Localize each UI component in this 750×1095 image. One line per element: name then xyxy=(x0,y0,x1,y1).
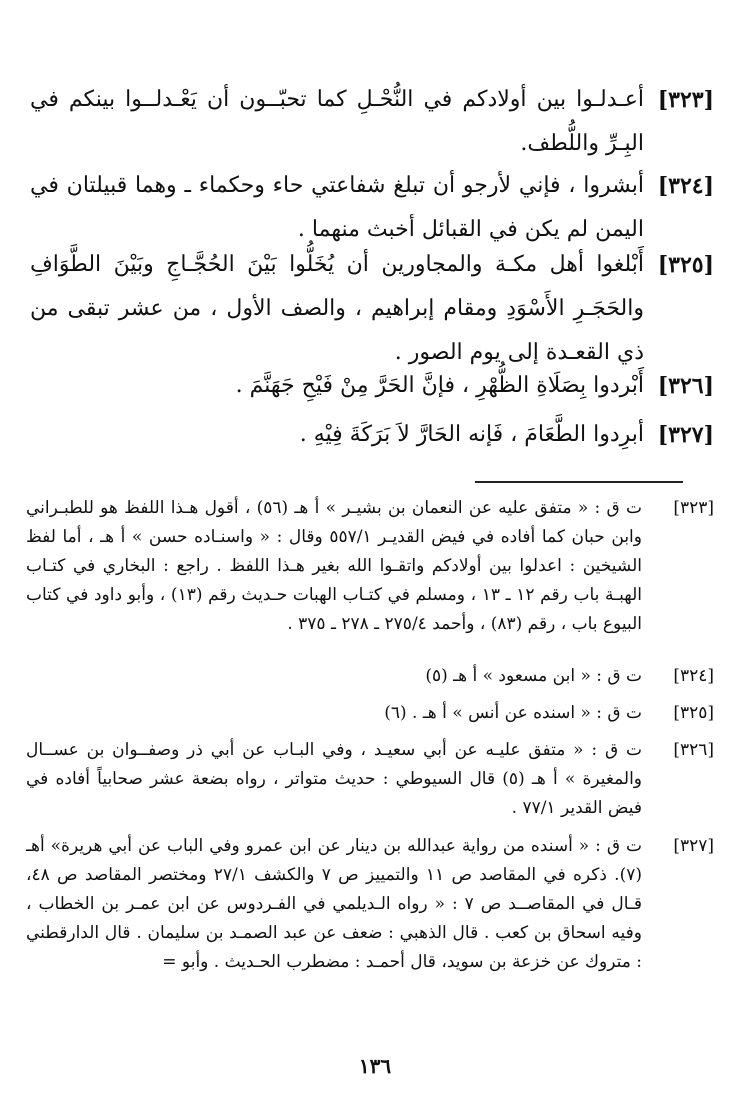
footnote-325 xyxy=(26,699,714,728)
footnote-divider xyxy=(475,481,683,483)
hadith-entry-327 xyxy=(30,413,714,457)
hadith-entry-324 xyxy=(30,164,714,252)
hadith-text: أبرِدوا الطَّعَامَ ، فَإنه الحَارَّ لاَ بَرَكَةَ فِيْهِ . xyxy=(299,422,644,447)
footnote-number: [٣٢٧] xyxy=(673,836,714,856)
hadith-number: [٣٢٣] xyxy=(657,87,714,113)
footnote-text: ت ق : « أسنده من رواية عبدالله بن دينار عن ابن عمرو وفي الباب عن أبي هريرة» أهـ (٧). ذكره في المقاصد ص ١١ والتمييز ص ٧ والكشف ٢٧/١ ومختصر المقاصد ص ٤٨، قـال في المقاصــد ص ٧ : « رواه الـديلمي في الفـردوس عن ابن عمـر بن الخطاب ، وفيه اسحاق بن كعب . قال الذهبي : ضعف عن عبد الصمـد بن سليمان . قال الدارقطني : متروك عن خزعة بن سويد، قال أحمـد : مضطرب الحـديث . وأبو = xyxy=(26,836,642,972)
hadith-number: [٣٢٥] xyxy=(657,252,714,278)
hadith-entry-325 xyxy=(30,243,714,375)
page-number: ١٣٦ xyxy=(358,1054,392,1078)
footnote-324 xyxy=(26,662,714,691)
footnote-text: ت ق : « متفق عليه عن النعمان بن بشيـر » أ هـ (٥٦) ، أقول هـذا اللفظ هو للطبـراني وابن حبان كما أفاده في فيض القديـر ٥٥٧/١ وقال : « واسنـاده حسن » أ هـ ، أما لفظ الشيخين : اعدلوا بين أولادكم واتقـوا الله بغير هـذا اللفظ . راجع : البخاري في كتـاب الهبـة باب رقم ١٢ ـ ١٣ ، ومسلم في كتـاب الهبات حـديث رقم (١٣) ، وأبو داود في كتاب البيوع باب ، رقم (٨٣) ، وأحمد ٢٧٥/٤ ـ ٢٧٨ ـ ٣٧٥ . xyxy=(26,498,642,634)
hadith-number: [٣٢٧] xyxy=(657,422,714,448)
hadith-text: أبشروا ، فإني لأرجو أن تبلغ شفاعتي حاء وحكماء ـ وهما قبيلتان في اليمن لم يكن في القبائل أخبث منهما . xyxy=(30,173,644,242)
hadith-entry-323 xyxy=(30,78,714,166)
footnote-number: [٣٢٣] xyxy=(673,498,714,518)
footnote-text: ت ق : « متفق عليـه عن أبي سعيـد ، وفي البـاب عن أبي ذر وصفــوان بن عســال والمغيرة » أ هـ (٥) قال السيوطي : حديث متواتر ، رواه بضعة عشر صحابياً أفاده في فيض القدير ٧٧/١ . xyxy=(26,740,643,818)
hadith-entry-326 xyxy=(30,364,714,408)
footnote-text: ت ق : « ابن مسعود » أ هـ (٥) xyxy=(425,666,642,686)
footnote-326 xyxy=(26,736,714,823)
footnote-number: [٣٢٤] xyxy=(673,666,714,686)
footnote-323 xyxy=(26,494,714,639)
hadith-text: أَبْردوا بِصَلَاةِ الظُّهْرِ ، فإنَّ الحَرَّ مِنْ فَيْحِ جَهَنَّمَ . xyxy=(235,373,644,398)
hadith-number: [٣٢٦] xyxy=(657,373,714,399)
footnote-number: [٣٢٥] xyxy=(673,703,714,723)
footnote-327 xyxy=(26,832,714,977)
hadith-number: [٣٢٤] xyxy=(657,173,714,199)
hadith-text: أعـدلـوا بين أولادكم في النُّحْـلِ كما تحبّــون أن يَعْـدلــوا بينكم في البِـرِّ واللُّطف. xyxy=(30,87,644,156)
hadith-text: أَبْلغوا أهل مكـة والمجاورين أن يُخَلُّوا بَيْنَ الحُجَّـاجِ وبَيْنَ الطَّوَافِ والحَجَـرِ الأَسْوَدِ ومقام إبراهيم ، والصف الأول ، من عشر تبقى من ذي القعـدة إلى يوم الصور . xyxy=(30,252,644,365)
footnote-number: [٣٢٦] xyxy=(673,740,714,760)
footnote-text: ت ق : « اسنده عن أنس » أ هـ . (٦) xyxy=(384,703,642,723)
